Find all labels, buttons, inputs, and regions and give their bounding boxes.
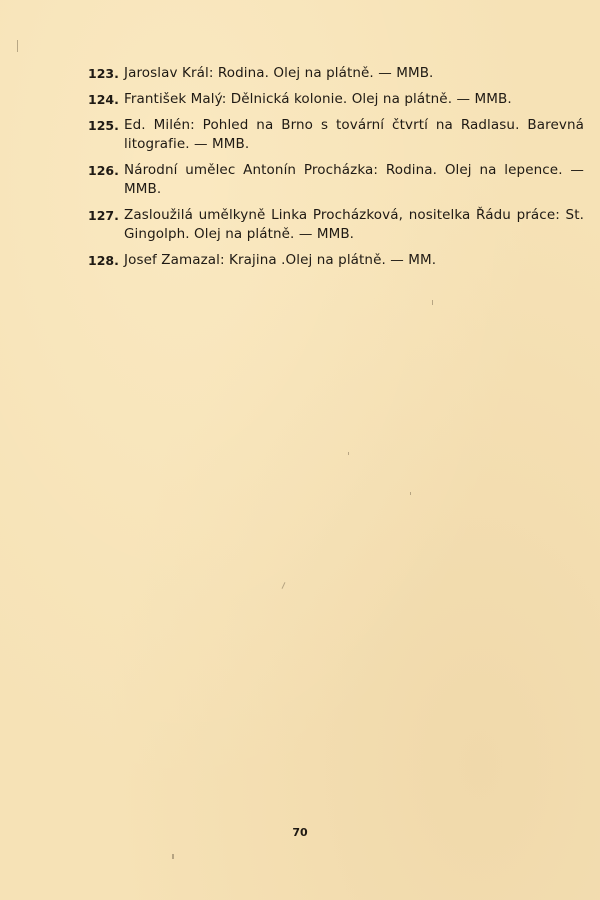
entry-number: 127.	[88, 208, 119, 223]
entry-text: Jaroslav Král: Rodina. Olej na plátně. — MMB.	[124, 65, 434, 81]
entry-text: František Malý: Dělnická kolonie. Olej na plátně. — MMB.	[124, 91, 512, 107]
paper-speck	[282, 582, 286, 589]
paper-speck	[17, 40, 18, 52]
entry-text: Josef Zamazal: Krajina .Olej na plátně. — MM.	[124, 252, 437, 268]
catalog-list	[88, 64, 584, 277]
catalog-entry	[88, 116, 584, 154]
entry-number: 128.	[88, 253, 119, 268]
catalog-entry	[88, 161, 584, 199]
paper-speck	[410, 492, 411, 495]
entry-number: 124.	[88, 92, 119, 107]
paper-speck	[172, 854, 174, 859]
entry-text: Zasloužilá umělkyně Linka Procházková, nositelka Řádu práce: St. Gingolph. Olej na plátně. — MMB.	[124, 207, 584, 242]
entry-text: Národní umělec Antonín Procházka: Rodina. Olej na lepence. — MMB.	[124, 162, 584, 197]
paper-speck	[432, 300, 433, 305]
entry-number: 125.	[88, 118, 119, 133]
catalog-entry	[88, 206, 584, 244]
catalog-entry	[88, 64, 584, 83]
page-number: 70	[292, 826, 308, 839]
entry-text: Ed. Milén: Pohled na Brno s tovární čtvrtí na Radlasu. Barevná litografie. — MMB.	[124, 117, 584, 152]
paper-speck	[348, 452, 349, 455]
catalog-entry	[88, 251, 584, 270]
entry-number: 123.	[88, 66, 119, 81]
catalog-entry	[88, 90, 584, 109]
entry-number: 126.	[88, 163, 119, 178]
